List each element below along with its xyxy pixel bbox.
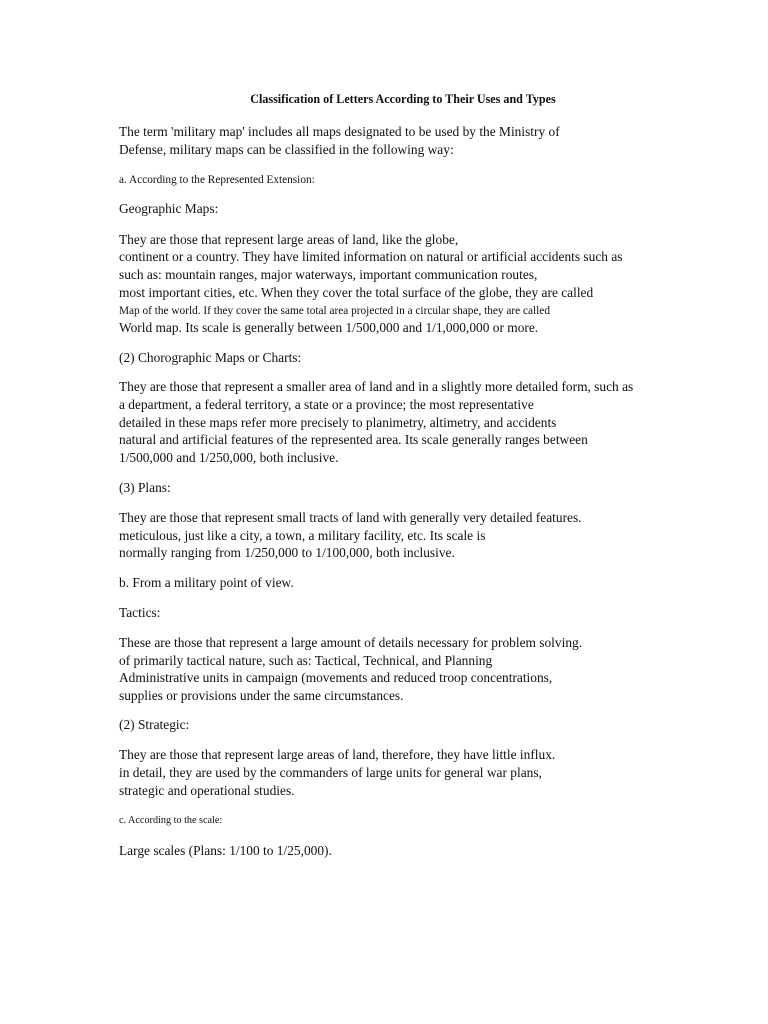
chorographic-heading: (2) Chorographic Maps or Charts: (119, 350, 302, 365)
strategic-line: They are those that represent large areas of land, therefore, they have little influx. (119, 747, 556, 762)
document-title: Classification of Letters According to Their Uses and Types (250, 92, 556, 106)
geographic-line: such as: mountain ranges, major waterways, important communication routes, (119, 267, 538, 282)
tactics-line: of primarily tactical nature, such as: Tactical, Technical, and Planning (119, 653, 493, 668)
tactics-line: supplies or provisions under the same circumstances. (119, 688, 404, 703)
intro-line: The term 'military map' includes all maps designated to be used by the Ministry of (119, 124, 560, 139)
geographic-heading: Geographic Maps: (119, 201, 219, 216)
geographic-line: Map of the world. If they cover the same total area projected in a circular shape, they are called (119, 305, 550, 317)
strategic-heading: (2) Strategic: (119, 717, 190, 732)
chorographic-line: 1/500,000 and 1/250,000, both inclusive. (119, 450, 339, 465)
section-b-heading: b. From a military point of view. (119, 575, 294, 590)
strategic-line: strategic and operational studies. (119, 783, 295, 798)
geographic-line: They are those that represent large areas of land, like the globe, (119, 232, 459, 247)
plans-line: meticulous, just like a city, a town, a military facility, etc. Its scale is (119, 528, 486, 543)
section-a-heading: a. According to the Represented Extension: (119, 174, 315, 186)
chorographic-line: They are those that represent a smaller area of land and in a slightly more detailed form, such as (119, 379, 634, 394)
chorographic-line: natural and artificial features of the represented area. Its scale generally ranges between (119, 432, 588, 447)
plans-heading: (3) Plans: (119, 480, 171, 495)
plans-line: normally ranging from 1/250,000 to 1/100,000, both inclusive. (119, 545, 455, 560)
plans-line: They are those that represent small tracts of land with generally very detailed features. (119, 510, 582, 525)
large-scales-line: Large scales (Plans: 1/100 to 1/25,000). (119, 843, 332, 858)
geographic-line: World map. Its scale is generally between 1/500,000 and 1/1,000,000 or more. (119, 320, 539, 335)
geographic-line: continent or a country. They have limited information on natural or artificial accidents such as (119, 249, 623, 264)
tactics-heading: Tactics: (119, 605, 161, 620)
strategic-line: in detail, they are used by the commanders of large units for general war plans, (119, 765, 542, 780)
intro-line: Defense, military maps can be classified in the following way: (119, 142, 454, 157)
tactics-line: These are those that represent a large amount of details necessary for problem solving. (119, 635, 583, 650)
chorographic-line: a department, a federal territory, a state or a province; the most representative (119, 397, 534, 412)
section-c-heading: c. According to the scale: (119, 815, 223, 826)
geographic-line: most important cities, etc. When they cover the total surface of the globe, they are called (119, 285, 594, 300)
chorographic-line: detailed in these maps refer more precisely to planimetry, altimetry, and accidents (119, 415, 557, 430)
tactics-line: Administrative units in campaign (movements and reduced troop concentrations, (119, 670, 553, 685)
